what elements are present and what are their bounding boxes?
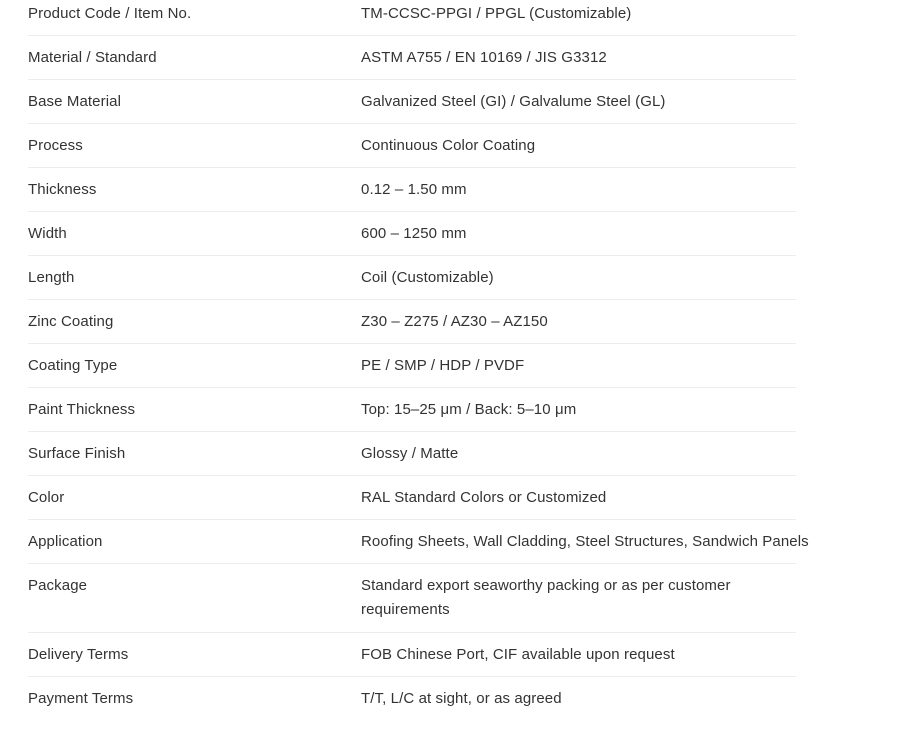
spec-value: Continuous Color Coating <box>361 137 536 154</box>
table-row <box>28 80 796 124</box>
spec-label: Base Material <box>28 93 122 110</box>
spec-label: Thickness <box>28 181 97 198</box>
table-row <box>28 677 796 721</box>
spec-value: ASTM A755 / EN 10169 / JIS G3312 <box>361 49 607 66</box>
table-row <box>28 256 796 300</box>
table-row <box>28 0 796 36</box>
table-row <box>28 212 796 256</box>
table-row <box>28 564 796 633</box>
spec-value: T/T, L/C at sight, or as agreed <box>361 690 562 707</box>
spec-value: FOB Chinese Port, CIF available upon request <box>361 646 675 663</box>
spec-value: RAL Standard Colors or Customized <box>361 489 607 506</box>
table-row <box>28 520 809 564</box>
table-row <box>28 633 796 677</box>
spec-label: Surface Finish <box>28 445 126 462</box>
spec-label: Zinc Coating <box>28 313 114 330</box>
spec-value: 600 – 1250 mm <box>361 225 467 242</box>
table-row <box>28 388 796 432</box>
spec-label: Coating Type <box>28 357 118 374</box>
spec-label: Delivery Terms <box>28 646 129 663</box>
spec-value: Z30 – Z275 / AZ30 – AZ150 <box>361 313 548 330</box>
spec-value: Glossy / Matte <box>361 445 459 462</box>
table-row <box>28 300 796 344</box>
table-row <box>28 344 796 388</box>
spec-value: Top: 15–25 μm / Back: 5–10 μm <box>361 401 577 418</box>
spec-value: 0.12 – 1.50 mm <box>361 181 467 198</box>
table-row <box>28 168 796 212</box>
spec-label: Payment Terms <box>28 690 134 707</box>
spec-value: Roofing Sheets, Wall Cladding, Steel Structures, Sandwich Panels <box>361 533 809 550</box>
spec-value: Galvanized Steel (GI) / Galvalume Steel (GL) <box>361 93 666 110</box>
spec-label: Width <box>28 225 67 242</box>
spec-label: Product Code / Item No. <box>28 5 192 22</box>
spec-value: TM-CCSC-PPGI / PPGL (Customizable) <box>361 5 632 22</box>
spec-value: Standard export seaworthy packing or as per customer requirements <box>361 577 731 618</box>
spec-label: Length <box>28 269 75 286</box>
spec-label: Color <box>28 489 65 506</box>
spec-value: Coil (Customizable) <box>361 269 494 286</box>
spec-label: Material / Standard <box>28 49 157 66</box>
table-row <box>28 432 796 476</box>
spec-label: Application <box>28 533 103 550</box>
spec-label: Process <box>28 137 83 154</box>
spec-label: Paint Thickness <box>28 401 136 418</box>
table-row <box>28 36 796 80</box>
spec-value: PE / SMP / HDP / PVDF <box>361 357 525 374</box>
table-row <box>28 476 796 520</box>
spec-table <box>28 0 809 721</box>
table-row <box>28 124 796 168</box>
spec-label: Package <box>28 577 88 594</box>
